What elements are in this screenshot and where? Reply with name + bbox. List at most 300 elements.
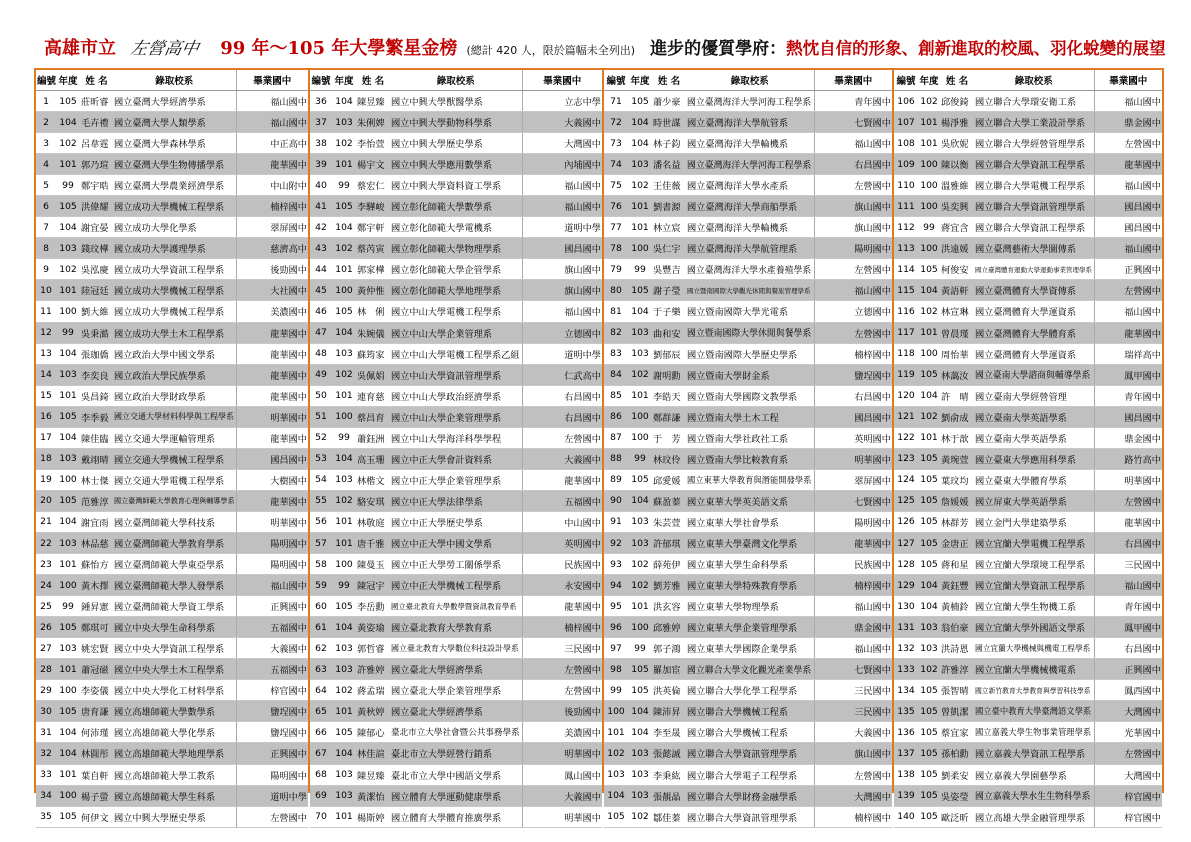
entry-year: 99	[332, 175, 356, 196]
junior-high: 大社國中	[236, 280, 308, 301]
entry-number: 28	[36, 659, 56, 680]
entry-year: 100	[918, 154, 940, 175]
table-row	[894, 364, 1162, 385]
junior-high: 明華國中	[236, 511, 308, 532]
admitted-department: 國立宜蘭大學機械機電系	[974, 659, 1094, 680]
entry-number: 126	[894, 511, 918, 532]
entry-number: 1	[36, 91, 56, 112]
entry-year: 100	[56, 575, 80, 596]
entry-number: 70	[310, 806, 332, 827]
junior-high: 道明中學	[236, 785, 308, 806]
student-name: 李怡萱	[356, 133, 390, 154]
table-row	[894, 596, 1162, 617]
entry-year: 104	[918, 280, 940, 301]
table-row	[36, 764, 308, 785]
junior-high: 右昌國中	[814, 154, 892, 175]
admitted-department: 國立新竹教育大學教育與學習科技學系	[974, 680, 1094, 701]
table-row	[894, 427, 1162, 448]
entry-number: 85	[604, 385, 628, 406]
junior-high: 陽明國中	[236, 532, 308, 553]
table-row	[894, 301, 1162, 322]
student-name: 林敬庭	[356, 511, 390, 532]
entry-number: 53	[310, 448, 332, 469]
student-name: 駱安琪	[356, 490, 390, 511]
admitted-department: 國立臺灣師範大學教育心理與輔導學系	[113, 490, 236, 511]
admitted-department: 國立成功大學土木工程學系	[113, 322, 236, 343]
student-name: 張靚晶	[652, 785, 686, 806]
table-row	[604, 154, 892, 175]
table-row	[36, 511, 308, 532]
entry-number: 18	[36, 448, 56, 469]
entry-number: 23	[36, 554, 56, 575]
entry-year: 104	[56, 722, 80, 743]
entry-year: 105	[918, 448, 940, 469]
entry-number: 125	[894, 490, 918, 511]
admitted-department: 國立成功大學機械工程學系	[113, 196, 236, 217]
entry-number: 52	[310, 427, 332, 448]
student-name: 陳沛昇	[652, 701, 686, 722]
table-row	[604, 427, 892, 448]
entry-number: 21	[36, 511, 56, 532]
entry-year: 103	[56, 532, 80, 553]
junior-high: 龍華國中	[236, 490, 308, 511]
junior-high: 龍華國中	[236, 343, 308, 364]
table-row	[36, 680, 308, 701]
admitted-department: 國立聯合大學資訊工程學系	[974, 217, 1094, 238]
admitted-department: 國立臺南大學英語學系	[974, 427, 1094, 448]
student-name: 鄭宇軒	[356, 217, 390, 238]
entry-year: 105	[332, 596, 356, 617]
student-name: 郭家樺	[356, 259, 390, 280]
table-row	[894, 259, 1162, 280]
admitted-department: 國立中山大學電機工程學系乙組	[390, 343, 522, 364]
admitted-department: 國立高雄師範大學地理學系	[113, 743, 236, 764]
table-header-row	[604, 70, 892, 91]
student-name: 吳姿瑩	[940, 785, 974, 806]
entry-year: 105	[56, 701, 80, 722]
entry-year: 105	[332, 301, 356, 322]
junior-high: 旗山國中	[814, 196, 892, 217]
junior-high: 福山國中	[522, 175, 602, 196]
entry-year: 105	[56, 196, 80, 217]
table-row	[604, 217, 892, 238]
admitted-department: 國立東華大學臺灣文化學系	[686, 532, 814, 553]
entry-year: 105	[628, 91, 652, 112]
entry-number: 99	[604, 680, 628, 701]
entry-number: 25	[36, 596, 56, 617]
entry-number: 101	[604, 722, 628, 743]
table-row	[894, 385, 1162, 406]
junior-high: 大義國中	[236, 638, 308, 659]
entry-year: 101	[56, 280, 80, 301]
entry-number: 2	[36, 112, 56, 133]
table-row	[310, 91, 602, 112]
admitted-department: 國立中央大學土木工程學系	[113, 659, 236, 680]
table-row	[604, 554, 892, 575]
entry-year: 99	[628, 259, 652, 280]
entry-number: 105	[604, 806, 628, 827]
entry-number: 119	[894, 364, 918, 385]
admitted-department: 國立暨南國際大學光電系	[686, 301, 814, 322]
admitted-department: 國立臺灣大學經濟學系	[113, 91, 236, 112]
entry-year: 99	[332, 575, 356, 596]
entry-number: 122	[894, 427, 918, 448]
entry-number: 112	[894, 217, 918, 238]
admitted-department: 國立中興大學資料資工學系	[390, 175, 522, 196]
entry-number: 67	[310, 743, 332, 764]
entry-number: 50	[310, 385, 332, 406]
junior-high: 福山國中	[814, 596, 892, 617]
admitted-department: 國立中正大學會計資料系	[390, 448, 522, 469]
student-name: 蔡宜家	[940, 722, 974, 743]
admitted-department: 國立中正大學企業管理學系	[390, 469, 522, 490]
header-no: 編號	[310, 70, 332, 91]
entry-year: 105	[918, 764, 940, 785]
student-name: 李秉紘	[652, 764, 686, 785]
header-name: 姓 名	[652, 70, 686, 91]
header-name: 姓 名	[80, 70, 113, 91]
entry-number: 26	[36, 617, 56, 638]
student-name: 謝明勳	[652, 364, 686, 385]
table-row	[310, 385, 602, 406]
student-name: 呂韋霆	[80, 133, 113, 154]
junior-high: 龍華國中	[236, 322, 308, 343]
entry-number: 118	[894, 343, 918, 364]
entry-year: 101	[918, 427, 940, 448]
admitted-department: 國立臺灣師範大學科技系	[113, 511, 236, 532]
junior-high: 立志中學	[522, 91, 602, 112]
entry-number: 59	[310, 575, 332, 596]
entry-year: 105	[918, 680, 940, 701]
junior-high: 左營國中	[1094, 133, 1162, 154]
junior-high: 楠梓國中	[522, 617, 602, 638]
entry-number: 117	[894, 322, 918, 343]
entry-year: 100	[628, 427, 652, 448]
table-row	[310, 196, 602, 217]
table-row	[36, 112, 308, 133]
entry-year: 102	[628, 806, 652, 827]
honor-roll-table	[36, 70, 308, 828]
entry-year: 100	[628, 617, 652, 638]
junior-high: 民族國中	[522, 554, 602, 575]
student-name: 姚宏賢	[80, 638, 113, 659]
entry-number: 103	[604, 764, 628, 785]
roll-column-4	[894, 70, 1162, 824]
admitted-department: 國立聯合大學機械工程系	[686, 701, 814, 722]
admitted-department: 國立中央大學生命科學系	[113, 617, 236, 638]
entry-number: 61	[310, 617, 332, 638]
entry-number: 41	[310, 196, 332, 217]
table-row	[36, 196, 308, 217]
student-name: 蔣宜含	[940, 217, 974, 238]
junior-high: 龍華國中	[814, 532, 892, 553]
entry-number: 93	[604, 554, 628, 575]
entry-year: 100	[56, 469, 80, 490]
entry-year: 100	[332, 280, 356, 301]
admitted-department: 國立聯合大學資訊管理學系	[686, 806, 814, 827]
entry-year: 102	[332, 680, 356, 701]
junior-high: 福山國中	[236, 575, 308, 596]
entry-year: 105	[332, 722, 356, 743]
table-row	[310, 785, 602, 806]
junior-high: 鼎金國中	[814, 617, 892, 638]
header-dept: 錄取校系	[390, 70, 522, 91]
entry-year: 101	[56, 659, 80, 680]
student-name: 蔡宏仁	[356, 175, 390, 196]
entry-year: 101	[628, 217, 652, 238]
junior-high: 五福國中	[236, 617, 308, 638]
entry-year: 100	[918, 196, 940, 217]
table-row	[36, 364, 308, 385]
admitted-department: 國立聯合大學環安衛工系	[974, 91, 1094, 112]
entry-year: 100	[628, 238, 652, 259]
junior-high: 右昌國中	[522, 385, 602, 406]
student-name: 謝子瑩	[652, 280, 686, 301]
header-year: 年度	[918, 70, 940, 91]
entry-number: 15	[36, 385, 56, 406]
junior-high: 大義國中	[522, 785, 602, 806]
junior-high: 左營國中	[522, 427, 602, 448]
entry-year: 104	[56, 427, 80, 448]
entry-year: 101	[56, 554, 80, 575]
entry-year: 104	[918, 575, 940, 596]
admitted-department: 國立中山大學海洋科學學程	[390, 427, 522, 448]
entry-number: 12	[36, 322, 56, 343]
student-name: 洪偉耀	[80, 196, 113, 217]
entry-year: 104	[332, 743, 356, 764]
entry-number: 120	[894, 385, 918, 406]
admitted-department: 國立政治大學中國文學系	[113, 343, 236, 364]
junior-high: 龍華國中	[1094, 154, 1162, 175]
student-name: 林群芳	[940, 511, 974, 532]
table-row	[310, 448, 602, 469]
entry-number: 34	[36, 785, 56, 806]
junior-high: 鹽埕國中	[236, 701, 308, 722]
table-row	[604, 617, 892, 638]
student-name: 周怡華	[940, 343, 974, 364]
junior-high: 明華國中	[522, 743, 602, 764]
junior-high: 大灣國中	[522, 133, 602, 154]
admitted-department: 國立中興大學動物科學系	[390, 112, 522, 133]
entry-number: 124	[894, 469, 918, 490]
admitted-department: 國立宜蘭大學環境工程學系	[974, 554, 1094, 575]
entry-year: 101	[628, 385, 652, 406]
junior-high: 楠梓國中	[814, 806, 892, 827]
junior-high: 福山國中	[522, 301, 602, 322]
entry-year: 101	[56, 764, 80, 785]
header-year: 年度	[332, 70, 356, 91]
table-row	[36, 617, 308, 638]
student-name: 洪詩恩	[940, 638, 974, 659]
entry-year: 104	[56, 343, 80, 364]
header-name: 姓 名	[356, 70, 390, 91]
entry-number: 35	[36, 806, 56, 827]
admitted-department: 國立聯合大學資訊管理學系	[686, 743, 814, 764]
admitted-department: 國立臺灣海洋大學河海工程學系	[686, 91, 814, 112]
student-name: 孫柏勳	[940, 743, 974, 764]
table-header-row	[894, 70, 1162, 91]
admitted-department: 國立體育大學體育推廣學系	[390, 806, 522, 827]
admitted-department: 國立中興大學應用數學系	[390, 154, 522, 175]
table-row	[894, 343, 1162, 364]
student-name: 黃仲惟	[356, 280, 390, 301]
entry-number: 7	[36, 217, 56, 238]
entry-year: 100	[918, 343, 940, 364]
junior-high: 福山國中	[1094, 91, 1162, 112]
student-name: 陳以衡	[940, 154, 974, 175]
entry-number: 39	[310, 154, 332, 175]
table-row	[894, 322, 1162, 343]
entry-number: 83	[604, 343, 628, 364]
admitted-department: 國立臺灣海洋大學水產養殖學系	[686, 259, 814, 280]
admitted-department: 國立彰化師範大學物理學系	[390, 238, 522, 259]
student-name: 邱愛媛	[652, 469, 686, 490]
entry-number: 3	[36, 133, 56, 154]
student-name: 王佳薇	[652, 175, 686, 196]
table-row	[604, 259, 892, 280]
entry-year: 99	[332, 427, 356, 448]
table-row	[36, 532, 308, 553]
junior-high: 英明國中	[522, 532, 602, 553]
junior-high: 龍華國中	[1094, 322, 1162, 343]
admitted-department: 國立臺灣體育大學資傳系	[974, 280, 1094, 301]
admitted-department: 國立東華大學教育與潛能開發學系	[686, 469, 814, 490]
junior-high: 福山國中	[236, 91, 308, 112]
student-name: 蕭冠磁	[80, 659, 113, 680]
entry-number: 76	[604, 196, 628, 217]
admitted-department: 國立暨南大學國際文教學系	[686, 385, 814, 406]
junior-high: 福山國中	[814, 133, 892, 154]
junior-high: 五福國中	[522, 490, 602, 511]
junior-high: 美濃國中	[236, 301, 308, 322]
student-name: 李皓天	[652, 385, 686, 406]
junior-high: 後勁國中	[236, 259, 308, 280]
admitted-department: 國立中正大學法律學系	[390, 490, 522, 511]
entry-year: 105	[918, 259, 940, 280]
entry-year: 103	[56, 638, 80, 659]
student-name: 洪玄容	[652, 596, 686, 617]
entry-number: 19	[36, 469, 56, 490]
entry-number: 71	[604, 91, 628, 112]
entry-year: 103	[628, 511, 652, 532]
entry-year: 100	[332, 554, 356, 575]
entry-year: 100	[56, 301, 80, 322]
table-row	[36, 238, 308, 259]
admitted-department: 國立東華大學英美語文系	[686, 490, 814, 511]
student-name: 蔡昌育	[356, 406, 390, 427]
entry-number: 135	[894, 701, 918, 722]
entry-number: 132	[894, 638, 918, 659]
junior-high: 右昌國中	[1094, 638, 1162, 659]
entry-year: 103	[628, 743, 652, 764]
student-name: 李奕良	[80, 364, 113, 385]
slogan-text: 熱忱自信的形象、創新進取的校風、羽化蛻變的展望	[786, 39, 1166, 58]
junior-high: 鳳山國中	[522, 764, 602, 785]
entry-number: 114	[894, 259, 918, 280]
junior-high: 鹽埕國中	[236, 722, 308, 743]
entry-year: 104	[628, 701, 652, 722]
entry-year: 101	[56, 385, 80, 406]
admitted-department: 國立中山大學企業管理學系	[390, 406, 522, 427]
junior-high: 青年國中	[1094, 385, 1162, 406]
admitted-department: 國立臺中教育大學臺灣語文學系	[974, 701, 1094, 722]
admitted-department: 國立臺灣海洋大學航管系	[686, 112, 814, 133]
entry-year: 101	[628, 596, 652, 617]
entry-year: 104	[628, 301, 652, 322]
entry-year: 103	[332, 112, 356, 133]
student-name: 林佳諠	[356, 743, 390, 764]
student-name: 謝宜雨	[80, 511, 113, 532]
entry-number: 44	[310, 259, 332, 280]
entry-year: 100	[332, 406, 356, 427]
admitted-department: 國立宜蘭大學生物機工系	[974, 596, 1094, 617]
entry-year: 99	[56, 322, 80, 343]
junior-high: 左營國中	[814, 259, 892, 280]
student-name: 莊昕睿	[80, 91, 113, 112]
admitted-department: 國立聯合大學資訊管理學系	[974, 196, 1094, 217]
admitted-department: 國立交通大學運輸管理系	[113, 427, 236, 448]
admitted-department: 國立臺灣師範大學資工學系	[113, 596, 236, 617]
junior-high: 陽明國中	[814, 511, 892, 532]
entry-number: 121	[894, 406, 918, 427]
admitted-department: 國立東華大學社會學系	[686, 511, 814, 532]
honor-roll-table	[604, 70, 892, 828]
table-row	[894, 575, 1162, 596]
table-row	[36, 575, 308, 596]
table-row	[310, 722, 602, 743]
entry-year: 99	[918, 217, 940, 238]
student-name: 李驊峻	[356, 196, 390, 217]
entry-number: 45	[310, 280, 332, 301]
table-row	[36, 554, 308, 575]
student-name: 劉大維	[80, 301, 113, 322]
entry-number: 58	[310, 554, 332, 575]
junior-high: 三民國中	[814, 680, 892, 701]
student-name: 于子樂	[652, 301, 686, 322]
entry-number: 56	[310, 511, 332, 532]
student-name: 劉書源	[652, 196, 686, 217]
junior-high: 國昌國中	[814, 406, 892, 427]
entry-number: 82	[604, 322, 628, 343]
entry-year: 104	[332, 617, 356, 638]
entry-number: 77	[604, 217, 628, 238]
table-row	[310, 490, 602, 511]
entry-number: 48	[310, 343, 332, 364]
entry-number: 140	[894, 806, 918, 827]
entry-number: 137	[894, 743, 918, 764]
table-row	[36, 259, 308, 280]
junior-high: 中山附中	[236, 175, 308, 196]
entry-number: 94	[604, 575, 628, 596]
header-dept: 錄取校系	[686, 70, 814, 91]
student-name: 李岳勳	[356, 596, 390, 617]
admitted-department: 國立政治大學民族學系	[113, 364, 236, 385]
table-row	[894, 785, 1162, 806]
admitted-department: 國立體育大學運動健康學系	[390, 785, 522, 806]
entry-year: 100	[56, 680, 80, 701]
student-name: 林宣琳	[940, 301, 974, 322]
entry-number: 49	[310, 364, 332, 385]
junior-high: 明華國中	[1094, 469, 1162, 490]
admitted-department: 國立中山大學企業管理系	[390, 322, 522, 343]
junior-high: 左營國中	[1094, 280, 1162, 301]
student-name: 張珈僑	[80, 343, 113, 364]
admitted-department: 國立聯合大學工業設計學系	[974, 112, 1094, 133]
header-dept: 錄取校系	[113, 70, 236, 91]
table-row	[36, 322, 308, 343]
junior-high: 英明國中	[814, 427, 892, 448]
student-name: 黃語軒	[940, 280, 974, 301]
